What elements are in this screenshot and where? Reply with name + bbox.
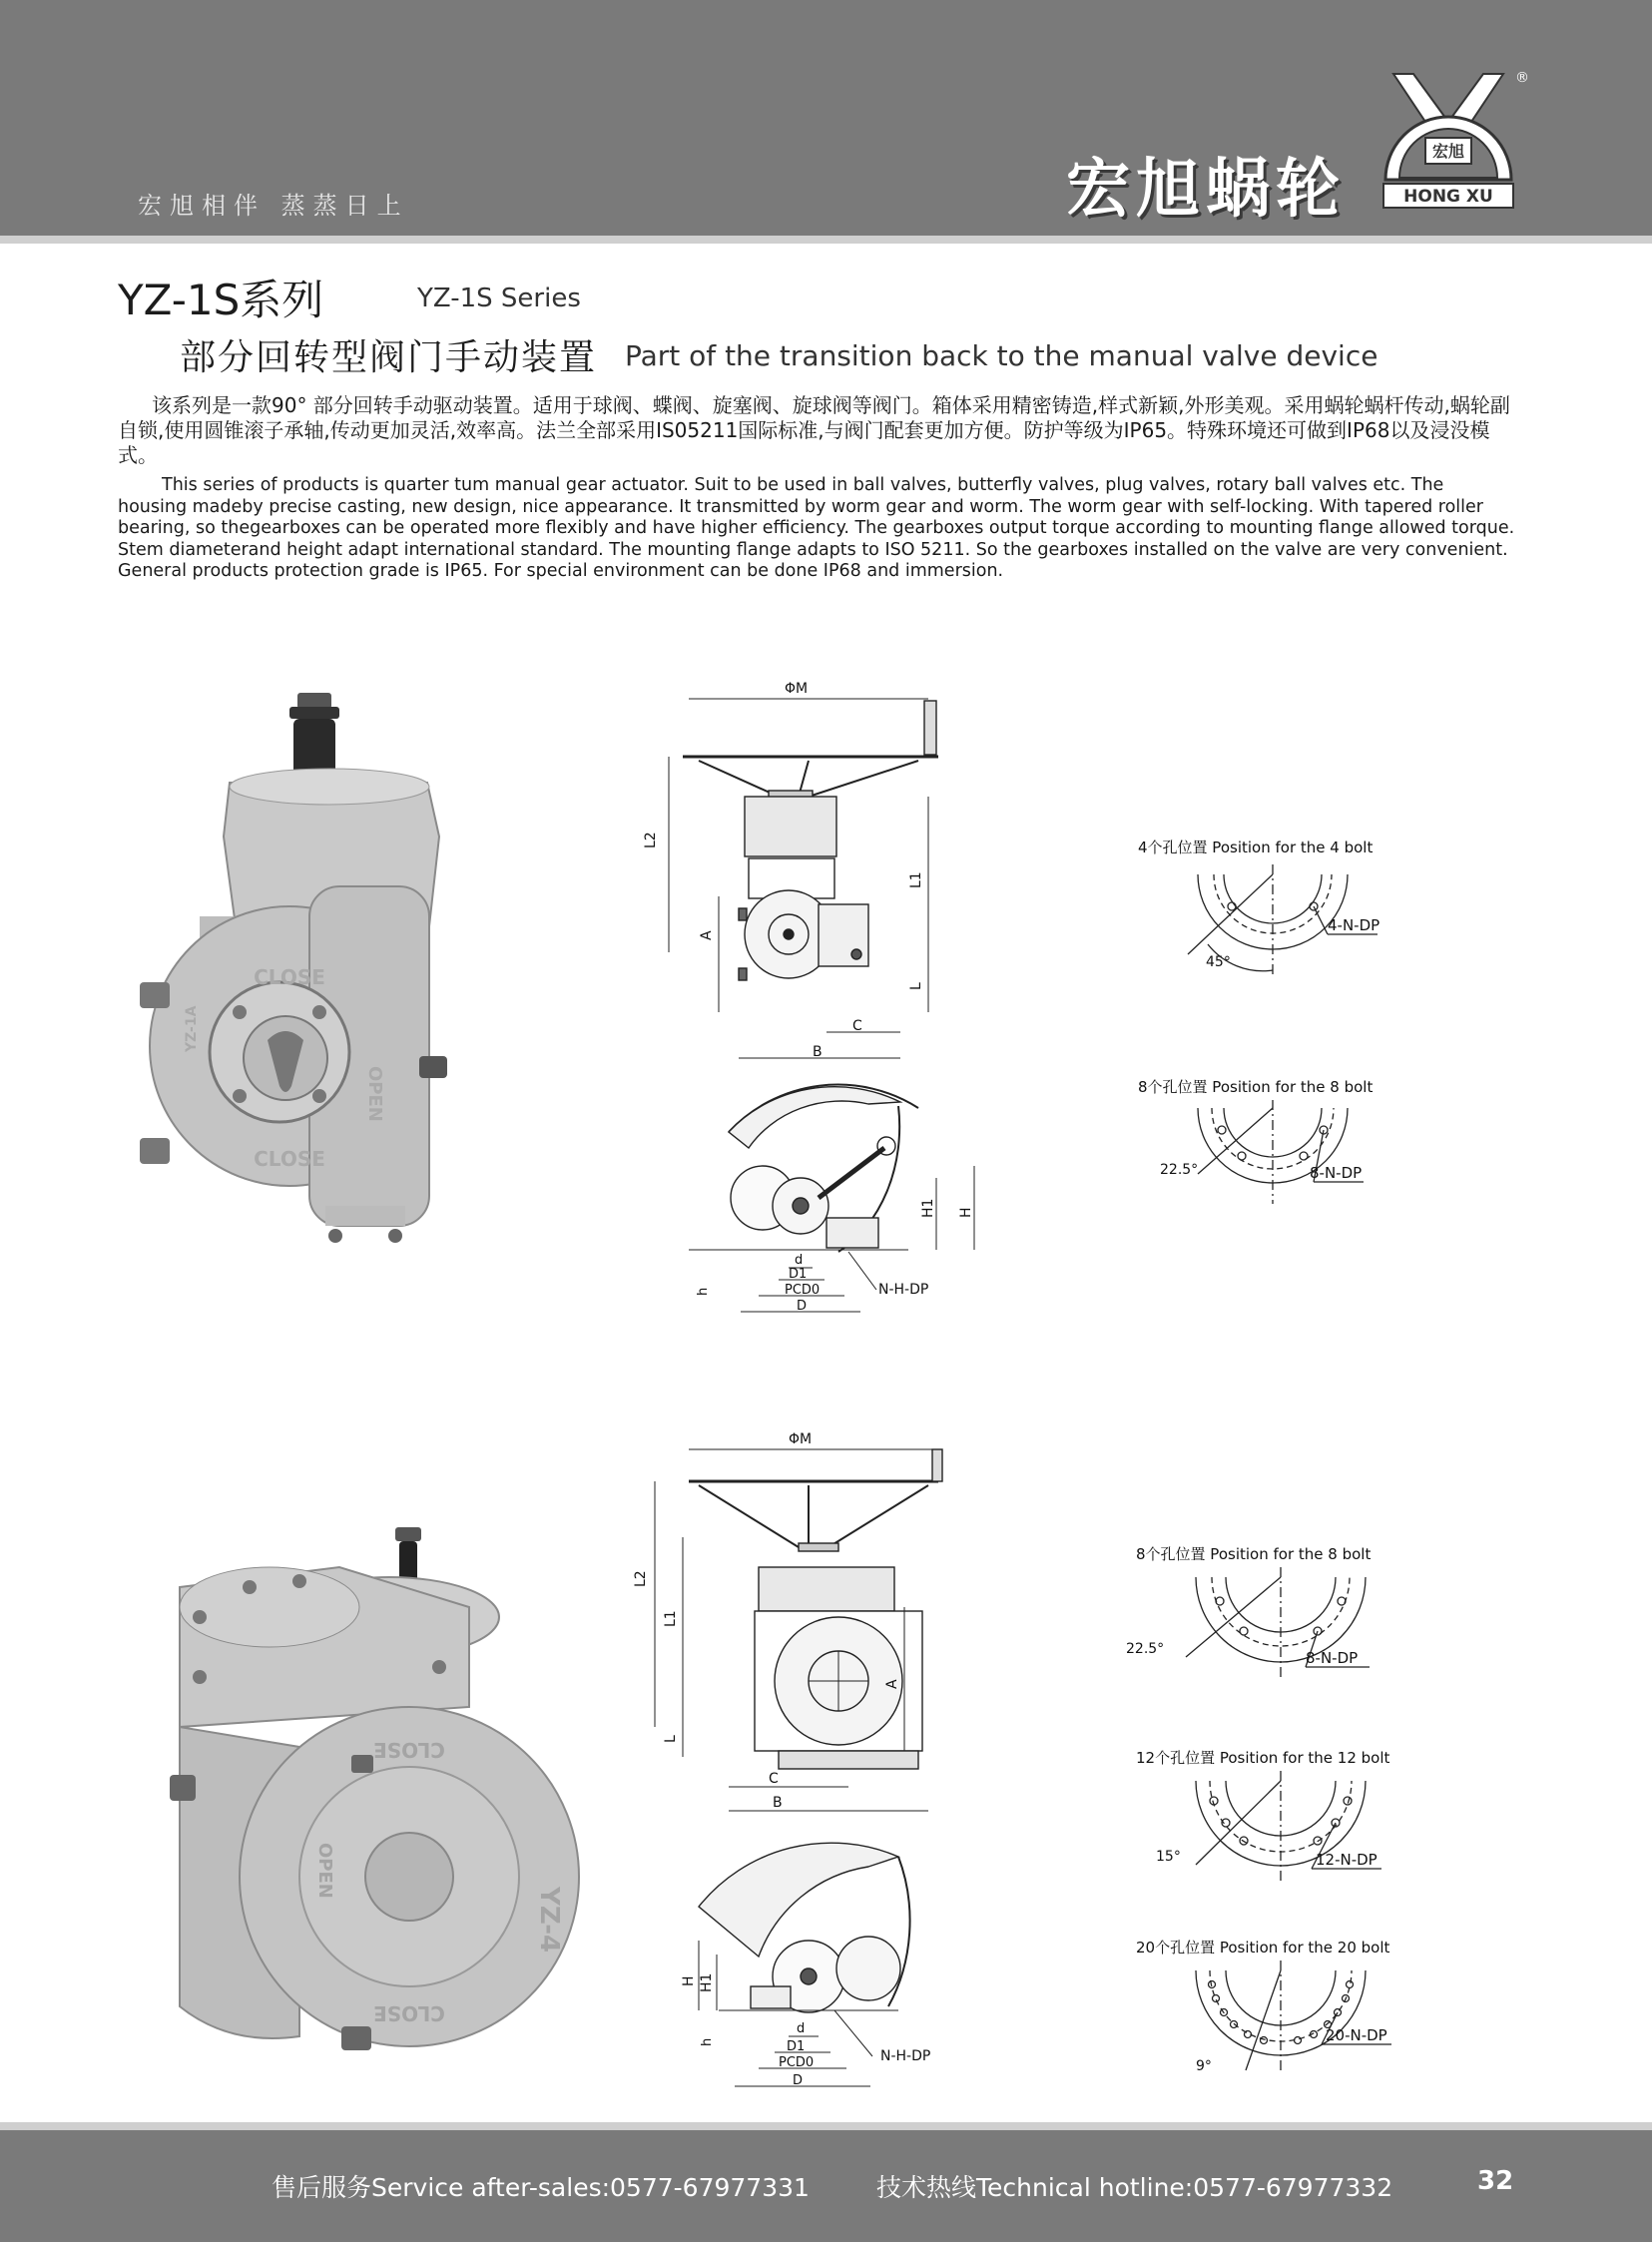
- page-footer: [0, 2130, 1652, 2242]
- bolt-4-title: 4个孔位置 Position for the 4 bolt: [1138, 839, 1374, 856]
- casting-label-close-top: CLOSE: [254, 965, 325, 989]
- logo-text-cn: 宏旭: [1431, 142, 1465, 161]
- dim2-n-h-dp: N-H-DP: [880, 2048, 931, 2064]
- technical-drawing-1: [643, 679, 1008, 1318]
- dim-a: A: [699, 930, 715, 940]
- technical-hotline: 技术热线Technical hotline:0577-67977332: [876, 2173, 1393, 2202]
- dim2-pcd0: PCD0: [779, 2055, 815, 2070]
- bolt-20-title: 20个孔位置 Position for the 20 bolt: [1136, 1939, 1390, 1957]
- page-number: 32: [1477, 2166, 1514, 2196]
- bolt-12-title: 12个孔位置 Position for the 12 bolt: [1136, 1749, 1390, 1767]
- casting2-label-open: OPEN: [314, 1843, 335, 1899]
- bolt-8a-callout: 8-N-DP: [1310, 1164, 1363, 1182]
- bolt-pattern-12: [1126, 1745, 1445, 1895]
- product-title-en: Part of the transition back to the manual valve device: [625, 339, 1378, 372]
- dim2-small-h: h: [700, 2037, 715, 2046]
- dim2-d: D: [793, 2073, 804, 2088]
- product-photo-1: [140, 687, 519, 1266]
- company-slogan: 宏旭相伴 蒸蒸日上: [138, 192, 409, 220]
- dim-l: L: [908, 982, 924, 990]
- dim-l2: L2: [643, 832, 659, 848]
- description-cn: 该系列是一款90° 部分回转手动驱动装置。适用于球阀、蝶阀、旋塞阀、旋球阀等阀门。箱体采用精密铸造,样式新颖,外形美观。采用蜗轮蜗杆传动,蜗轮副自锁,使用圆锥滚子承轴,传动更加灵活,效率高。法兰全部采用IS05211国际标准,与阀门配套更加方便。防护等级为IP65。特殊环境还可做到IP68以及浸没模式。: [118, 393, 1510, 467]
- dim-b: B: [813, 1044, 823, 1060]
- dim-c: C: [852, 1018, 862, 1034]
- brand-name: 宏旭蜗轮: [1066, 153, 1346, 227]
- bolt-pattern-20: [1126, 1935, 1445, 2084]
- dim-phi-m: ΦM: [785, 681, 809, 697]
- series-title: YZ-1S系列: [118, 276, 324, 324]
- dim2-b: B: [773, 1795, 783, 1811]
- bolt-8b-title: 8个孔位置 Position for the 8 bolt: [1136, 1545, 1372, 1563]
- bolt-8b-callout: 8-N-DP: [1306, 1649, 1359, 1667]
- dim2-h1: H1: [699, 1972, 715, 1992]
- series-subtitle: YZ-1S Series: [417, 283, 581, 313]
- dim-d1: D1: [789, 1267, 808, 1282]
- casting-label-close-bottom: CLOSE: [254, 1147, 325, 1171]
- dim2-h: H: [681, 1975, 697, 1986]
- casting-label-model: YZ-1A: [184, 1005, 200, 1052]
- dim-pcd0: PCD0: [785, 1283, 821, 1298]
- dim-h: H: [958, 1207, 974, 1218]
- bolt-20-callout: 20-N-DP: [1326, 2026, 1387, 2044]
- product-photo-2: [170, 1527, 609, 2056]
- dim2-d1: D1: [787, 2039, 806, 2054]
- dim-n-h-dp: N-H-DP: [878, 1282, 929, 1298]
- dim-h1: H1: [920, 1198, 936, 1218]
- bolt-8b-angle: 22.5°: [1126, 1641, 1165, 1657]
- dim2-phi-m: ΦM: [789, 1431, 813, 1447]
- product-title-cn: 部分回转型阀门手动装置: [180, 337, 598, 378]
- dim-small-h: h: [696, 1287, 711, 1296]
- dim2-l2: L2: [633, 1570, 649, 1587]
- dim2-a: A: [884, 1679, 900, 1689]
- dim-d-small: d: [795, 1253, 804, 1268]
- service-phone: 售后服务Service after-sales:0577-67977331: [272, 2173, 810, 2202]
- footer-divider: [0, 2122, 1652, 2130]
- casting2-label-model: YZ-4: [534, 1887, 564, 1954]
- bolt-pattern-8-b: [1126, 1541, 1445, 1691]
- bolt-12-angle: 15°: [1156, 1849, 1181, 1865]
- dim-d: D: [797, 1299, 808, 1314]
- registered-mark: ®: [1515, 70, 1529, 86]
- dim-l1: L1: [908, 871, 924, 888]
- casting2-label-close-top: CLOSE: [373, 1738, 445, 1762]
- dim2-c: C: [769, 1771, 779, 1787]
- bolt-8a-angle: 22.5°: [1160, 1162, 1199, 1178]
- bolt-8a-title: 8个孔位置 Position for the 8 bolt: [1138, 1078, 1374, 1096]
- bolt-pattern-4: [1138, 835, 1437, 984]
- bolt-4-callout: 4-N-DP: [1328, 916, 1380, 934]
- dim2-l1: L1: [663, 1610, 679, 1627]
- casting-label-open: OPEN: [364, 1066, 385, 1122]
- logo-text-en: HONG XU: [1403, 187, 1493, 207]
- header-divider: [0, 236, 1652, 244]
- bolt-4-angle: 45°: [1206, 954, 1231, 970]
- casting2-label-close-bottom: CLOSE: [373, 2001, 445, 2025]
- bolt-12-callout: 12-N-DP: [1316, 1851, 1377, 1869]
- technical-drawing-2: [633, 1427, 998, 2106]
- dim2-d-small: d: [797, 2021, 806, 2036]
- bolt-pattern-8-a: [1138, 1074, 1437, 1224]
- dim2-l: L: [663, 1735, 679, 1743]
- company-logo: [1374, 62, 1529, 220]
- description-en: This series of products is quarter tum manual gear actuator. Suit to be used in ball valves, butterfly valves, plug valves, rotary ball valves etc. The housing madeby precise casting, new design, nice appearance. It transmitted by worm gear and worm. The worm gear with self-locking. With tapered roller bearing, so thegearboxes can be operated more flexibly and have higher efficiency. The gearboxes output torque according to mounting flange allowed torque. Stem diameterand height adapt international standard. The mounting flange adapts to ISO 5211. So the gearboxes installed on the valve are very convenient. General products protection grade is IP65. For special environment can be done IP68 and immersion.: [118, 475, 1515, 581]
- bolt-20-angle: 9°: [1196, 2058, 1212, 2074]
